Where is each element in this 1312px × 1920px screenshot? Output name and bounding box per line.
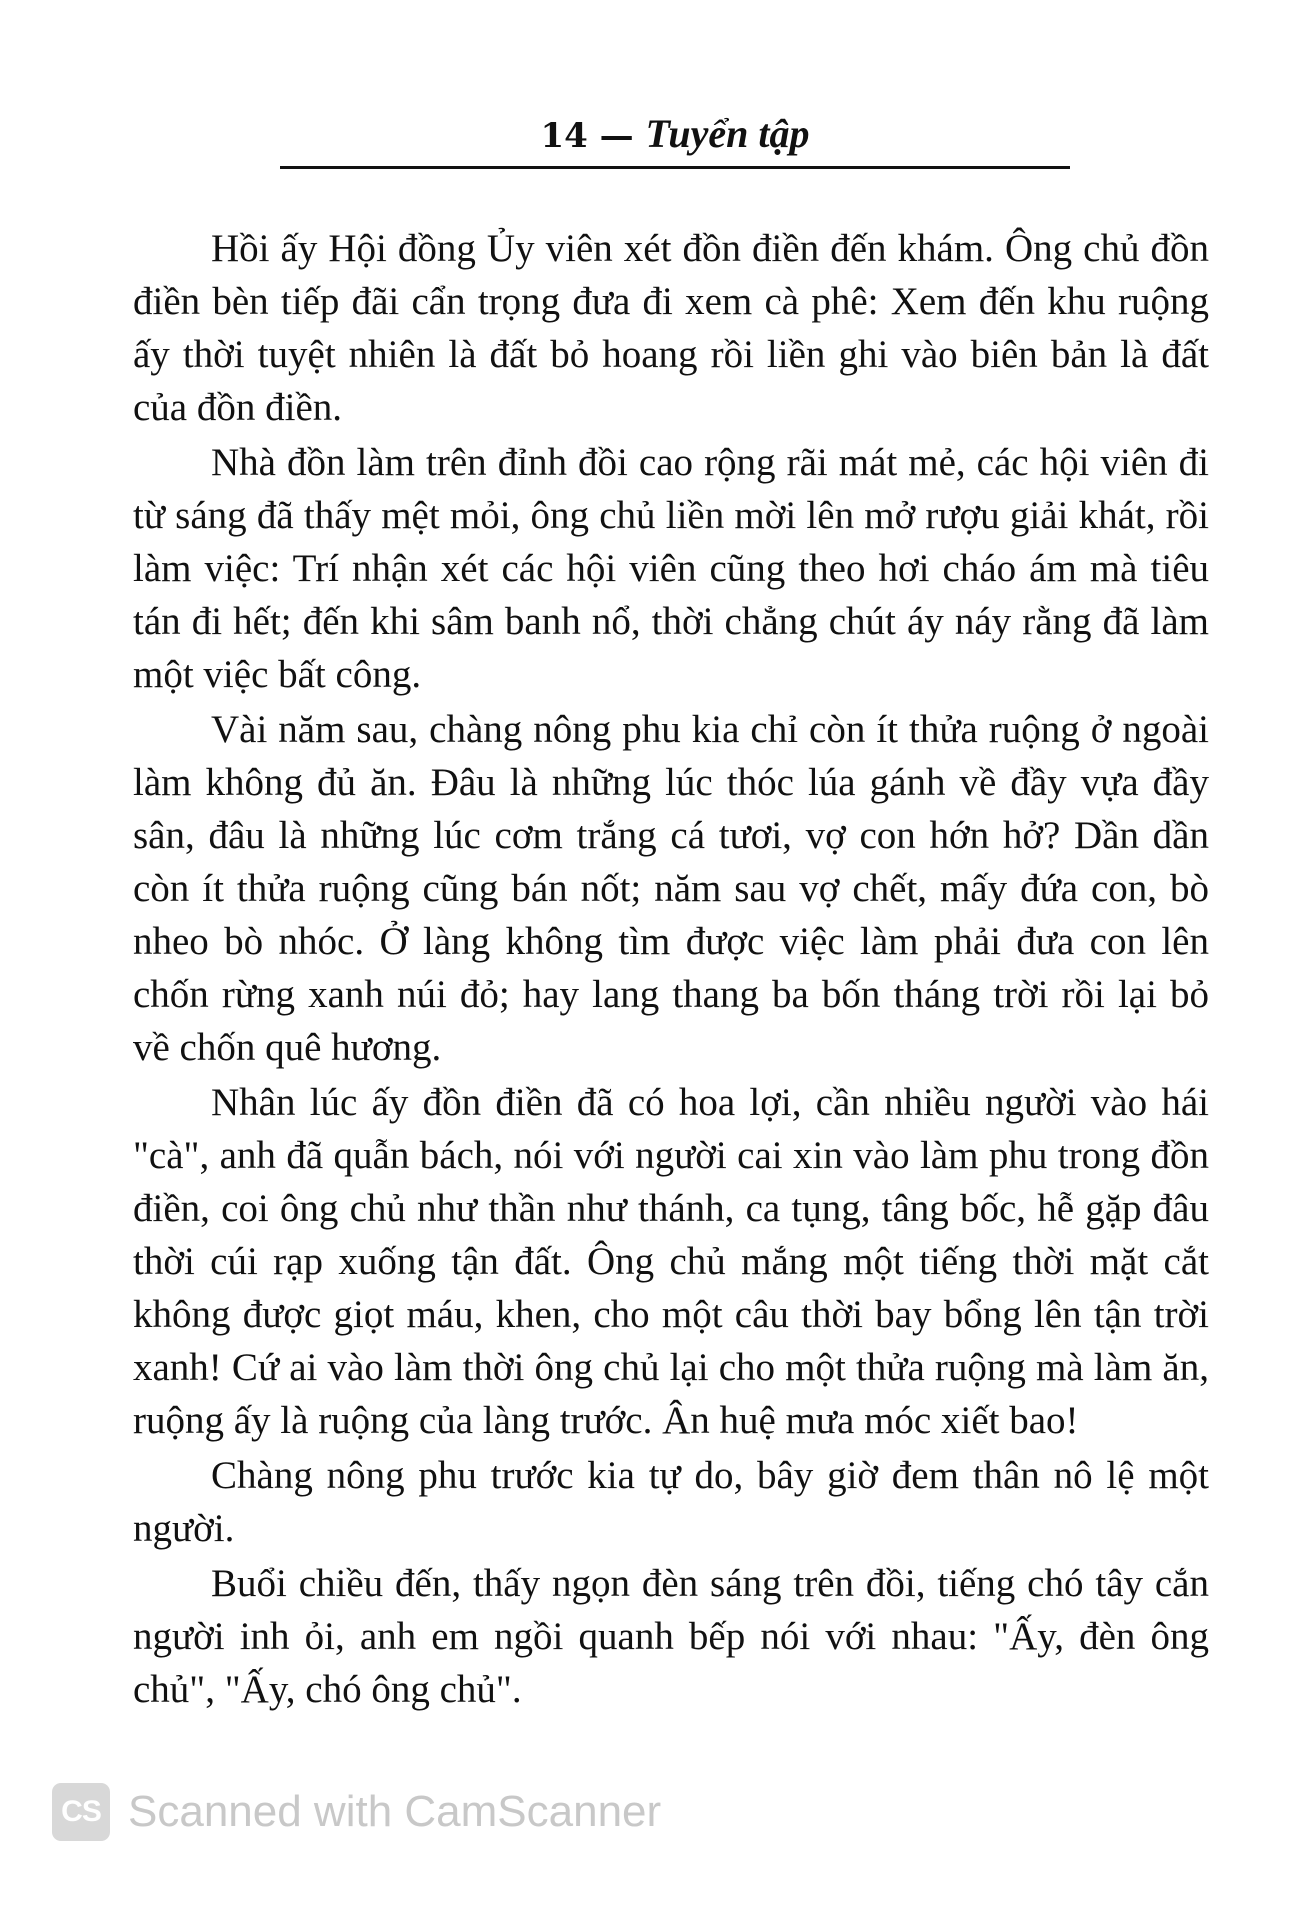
watermark-text: Scanned with CamScanner: [128, 1787, 662, 1836]
header-separator: —: [599, 116, 634, 156]
scanner-watermark: [52, 1780, 661, 1844]
header-rule: [280, 166, 1070, 169]
page-number: 14: [540, 116, 588, 156]
camscanner-logo-icon: CS: [52, 1783, 110, 1841]
paragraph: Chàng nông phu trước kia tự do, bây giờ đem thân nô lệ một người.: [133, 1454, 1209, 1550]
paragraph: Hồi ấy Hội đồng Ủy viên xét đồn điền đến khám. Ông chủ đồn điền bèn tiếp đãi cẩn trọng đưa đi xem cà phê: Xem đến khu ruộng ấy thời tuyệt nhiên là đất bỏ hoang rồi liền ghi vào biên bản là đất của đồn điền.: [133, 227, 1209, 429]
page-header: [280, 112, 1070, 158]
paragraph: Buổi chiều đến, thấy ngọn đèn sáng trên đồi, tiếng chó tây cắn người inh ỏi, anh em ngồi quanh bếp nói với nhau: "Ấy, đèn ông chủ", "Ấy, chó ông chủ".: [133, 1562, 1209, 1711]
paragraph: Nhà đồn làm trên đỉnh đồi cao rộng rãi mát mẻ, các hội viên đi từ sáng đã thấy mệt mỏi, ông chủ liền mời lên mở rượu giải khát, rồi làm việc: Trí nhận xét các hội viên cũng theo hơi cháo ám mà tiêu tán đi hết; đến khi sâm banh nổ, thời chẳng chút áy náy rằng đã làm một việc bất công.: [133, 441, 1209, 696]
page-body: [133, 222, 1209, 1718]
paragraph: Nhân lúc ấy đồn điền đã có hoa lợi, cần nhiều người vào hái "cà", anh đã quẫn bách, nói với người cai xin vào làm phu trong đồn điền, coi ông chủ như thần như thánh, ca tụng, tâng bốc, hễ gặp đâu thời cúi rạp xuống tận đất. Ông chủ mắng một tiếng thời mặt cắt không được giọt máu, khen, cho một câu thời bay bổng lên tận trời xanh! Cứ ai vào làm thời ông chủ lại cho một thửa ruộng mà làm ăn, ruộng ấy là ruộng của làng trước. Ân huệ mưa móc xiết bao!: [133, 1081, 1209, 1442]
paragraph: Vài năm sau, chàng nông phu kia chỉ còn ít thửa ruộng ở ngoài làm không đủ ăn. Đâu là những lúc thóc lúa gánh về đầy vựa đầy sân, đâu là những lúc cơm trắng cá tươi, vợ con hớn hở? Dần dần còn ít thửa ruộng cũng bán nốt; năm sau vợ chết, mấy đứa con, bò nheo bò nhóc. Ở làng không tìm được việc làm phải đưa con lên chốn rừng xanh núi đỏ; hay lang thang ba bốn tháng trời rồi lại bỏ về chốn quê hương.: [133, 708, 1209, 1069]
book-title: Tuyển tập: [645, 111, 810, 156]
